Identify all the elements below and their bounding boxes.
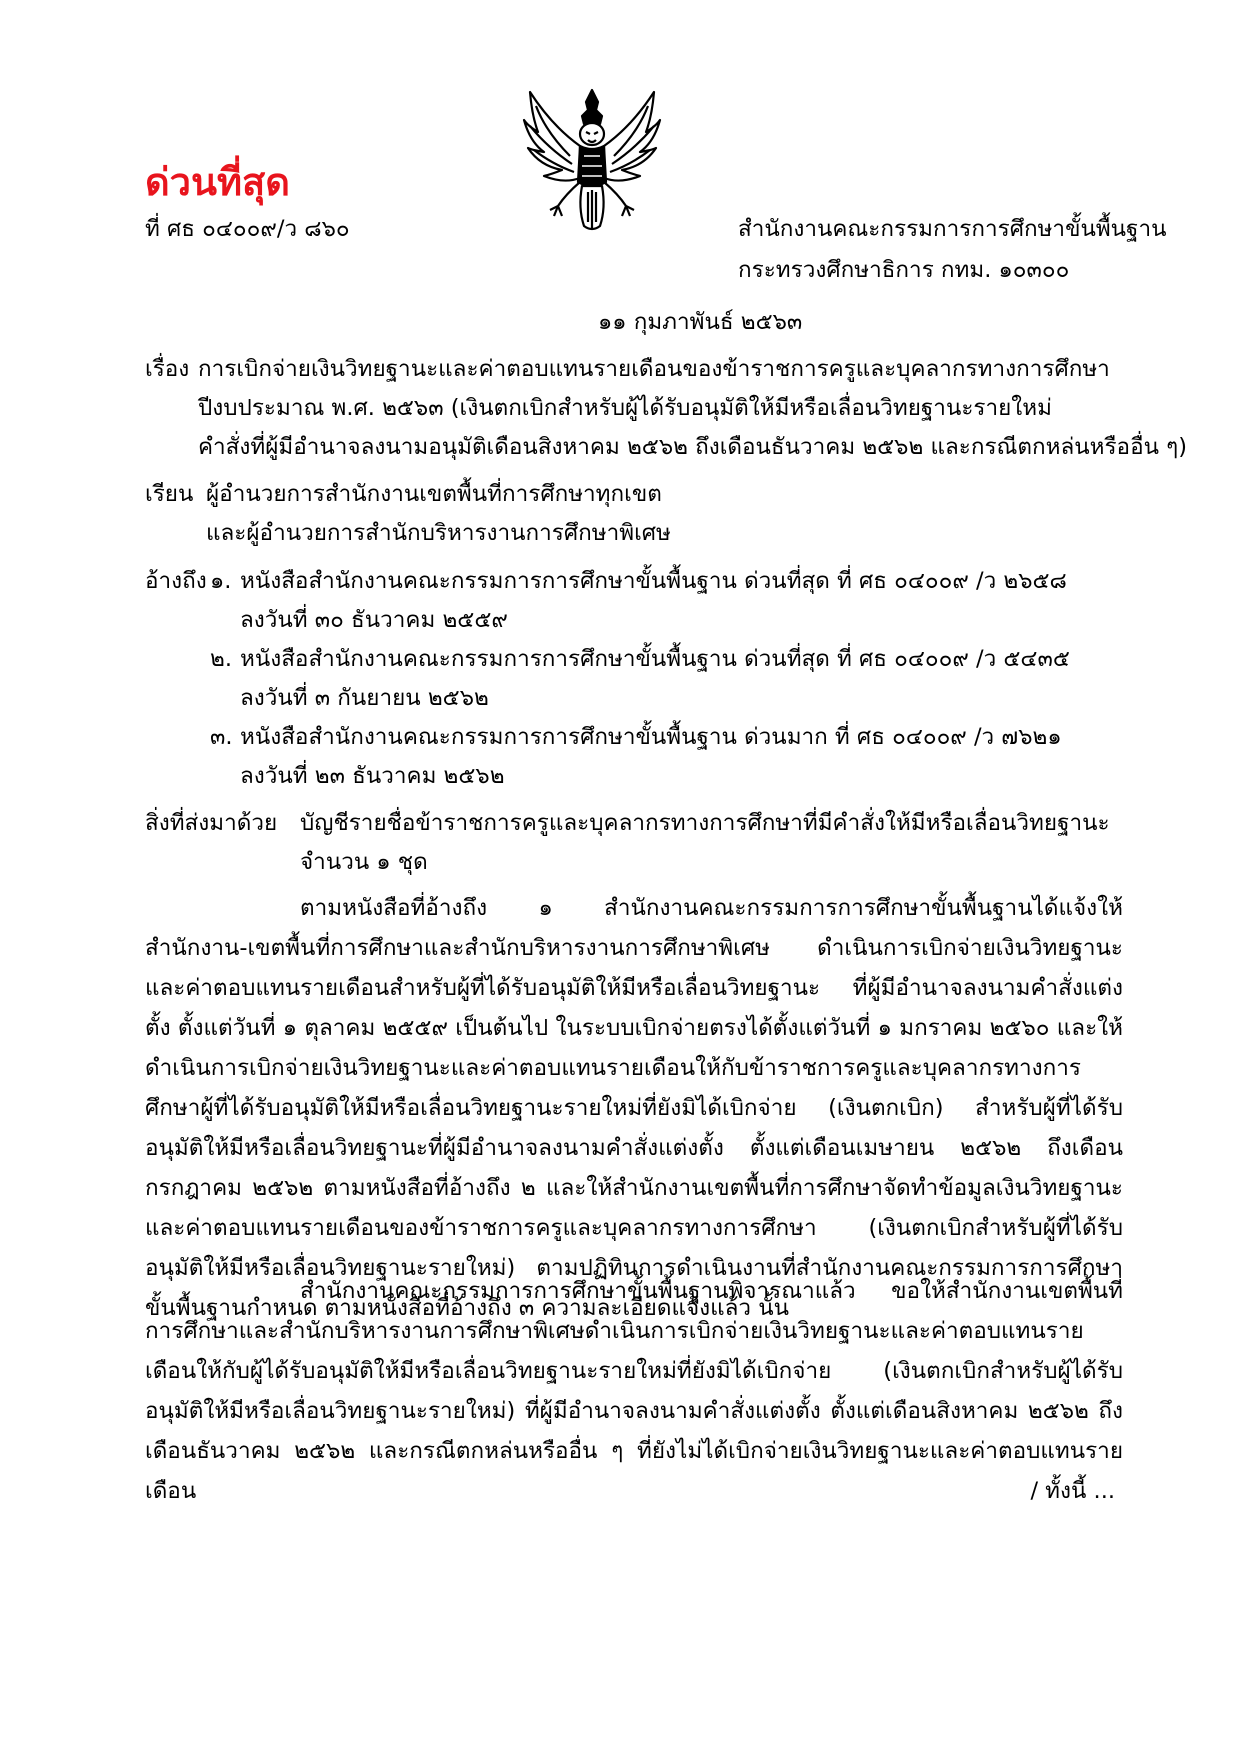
enclosure-quantity: จำนวน ๑ ชุด xyxy=(300,849,428,875)
document-date: ๑๑ กุมภาพันธ์ ๒๕๖๓ xyxy=(598,309,803,335)
enclosure-label: สิ่งที่ส่งมาด้วย xyxy=(145,810,278,836)
reference-date: ลงวันที่ ๓ กันยายน ๒๕๖๒ xyxy=(240,685,489,711)
reference-number: ๒. xyxy=(210,646,232,672)
body-paragraph-1: ตามหนังสือที่อ้างถึง ๑ สำนักงานคณะกรรมการการศึกษาขั้นพื้นฐานได้แจ้งให้สำนักงาน-เขตพื้นที่การศึกษาและสำนักบริหารงานการศึกษาพิเศษ ดำเนินการเบิกจ่ายเงินวิทยฐานะและค่าตอบแทนรายเดือนสำหรับผู้ที่ได้รับอนุมัติให้มีหรือเลื่อนวิทยฐานะ ที่ผู้มีอำนาจลงนามคำสั่งแต่งตั้ง ตั้งแต่วันที่ ๑ ตุลาคม ๒๕๕๙ เป็นต้นไป ในระบบเบิกจ่ายตรงได้ตั้งแต่วันที่ ๑ มกราคม ๒๕๖๐ และให้ดำเนินการเบิกจ่ายเงินวิทยฐานะและค่าตอบแทนรายเดือนให้กับข้าราชการครูและบุคลากรทางการศึกษาผู้ที่ได้รับอนุมัติให้มีหรือเลื่อนวิทยฐานะรายใหม่ที่ยังมิได้เบิกจ่าย (เงินตกเบิก) สำหรับผู้ที่ได้รับอนุมัติให้มีหรือเลื่อนวิทยฐานะที่ผู้มีอำนาจลงนามคำสั่งแต่งตั้ง ตั้งแต่เดือนเมษายน ๒๕๖๒ ถึงเดือนกรกฎาคม ๒๕๖๒ ตามหนังสือที่อ้างถึง ๒ และให้สำนักงานเขตพื้นที่การศึกษาจัดทำข้อมูลเงินวิทยฐานะและค่าตอบแทนรายเดือนของข้าราชการครูและบุคลากรทางการศึกษา (เงินตกเบิกสำหรับผู้ที่ได้รับอนุมัติให้มีหรือเลื่อนวิทยฐานะรายใหม่) ตามปฏิทินการดำเนินงานที่สำนักงานคณะกรรมการการศึกษาขั้นพื้นฐานกำหนด ตามหนังสือที่อ้างถึง ๓ ความละเอียดแจ้งแล้ว นั้น xyxy=(145,895,1123,1321)
page-continuation: / ทั้งนี้ ... xyxy=(1030,1478,1115,1504)
garuda-emblem-icon xyxy=(522,86,662,234)
body-paragraph-2: สำนักงานคณะกรรมการการศึกษาขั้นพื้นฐานพิจารณาแล้ว ขอให้สำนักงานเขตพื้นที่การศึกษาและสำนักบริหารงานการศึกษาพิเศษดำเนินการเบิกจ่ายเงินวิทยฐานะและค่าตอบแทนรายเดือนให้กับผู้ได้รับอนุมัติให้มีหรือเลื่อนวิทยฐานะรายใหม่ที่ยังมิได้เบิกจ่าย (เงินตกเบิกสำหรับผู้ได้รับอนุมัติให้มีหรือเลื่อนวิทยฐานะรายใหม่) ที่ผู้มีอำนาจลงนามคำสั่งแต่งตั้ง ตั้งแต่เดือนสิงหาคม ๒๕๖๒ ถึงเดือนธันวาคม ๒๕๖๒ และกรณีตกหล่นหรืออื่น ๆ ที่ยังไม่ได้เบิกจ่ายเงินวิทยฐานะและค่าตอบแทนรายเดือน xyxy=(145,1278,1123,1504)
issuing-office: สำนักงานคณะกรรมการการศึกษาขั้นพื้นฐาน xyxy=(738,216,1167,242)
subject-label: เรื่อง xyxy=(145,356,190,382)
reference-number: ๑. xyxy=(210,568,232,594)
recipient-line: ผู้อำนวยการสำนักงานเขตพื้นที่การศึกษาทุกเขต xyxy=(206,481,662,507)
ministry-address: กระทรวงศึกษาธิการ กทม. ๑๐๓๐๐ xyxy=(738,257,1070,283)
enclosure-item: บัญชีรายชื่อข้าราชการครูและบุคลากรทางการศึกษาที่มีคำสั่งให้มีหรือเลื่อนวิทยฐานะ xyxy=(300,810,1110,836)
reference-date: ลงวันที่ ๓๐ ธันวาคม ๒๕๕๙ xyxy=(240,607,508,633)
urgency-stamp: ด่วนที่สุด xyxy=(145,160,290,204)
subject-line: การเบิกจ่ายเงินวิทยฐานะและค่าตอบแทนรายเดือนของข้าราชการครูและบุคลากรทางการศึกษา xyxy=(198,356,1110,382)
subject-line: คำสั่งที่ผู้มีอำนาจลงนามอนุมัติเดือนสิงหาคม ๒๕๖๒ ถึงเดือนธันวาคม ๒๕๖๒ และกรณีตกหล่นหรืออื่น ๆ) xyxy=(198,434,1187,460)
recipient-line: และผู้อำนวยการสำนักบริหารงานการศึกษาพิเศษ xyxy=(206,520,671,546)
recipient-label: เรียน xyxy=(145,481,194,507)
reference-item: หนังสือสำนักงานคณะกรรมการการศึกษาขั้นพื้นฐาน ด่วนที่สุด ที่ ศธ ๐๔๐๐๙ /ว ๒๖๕๘ xyxy=(240,568,1067,594)
document-number: ที่ ศธ ๐๔๐๐๙/ว ๘๖๐ xyxy=(145,216,350,242)
reference-number: ๓. xyxy=(210,724,233,750)
reference-date: ลงวันที่ ๒๓ ธันวาคม ๒๕๖๒ xyxy=(240,763,505,789)
reference-label: อ้างถึง xyxy=(145,568,207,594)
subject-line: ปีงบประมาณ พ.ศ. ๒๕๖๓ (เงินตกเบิกสำหรับผู้ได้รับอนุมัติให้มีหรือเลื่อนวิทยฐานะรายใหม่ xyxy=(198,395,1052,421)
reference-item: หนังสือสำนักงานคณะกรรมการการศึกษาขั้นพื้นฐาน ด่วนมาก ที่ ศธ ๐๔๐๐๙ /ว ๗๖๒๑ xyxy=(240,724,1062,750)
reference-item: หนังสือสำนักงานคณะกรรมการการศึกษาขั้นพื้นฐาน ด่วนที่สุด ที่ ศธ ๐๔๐๐๙ /ว ๕๔๓๕ xyxy=(240,646,1070,672)
